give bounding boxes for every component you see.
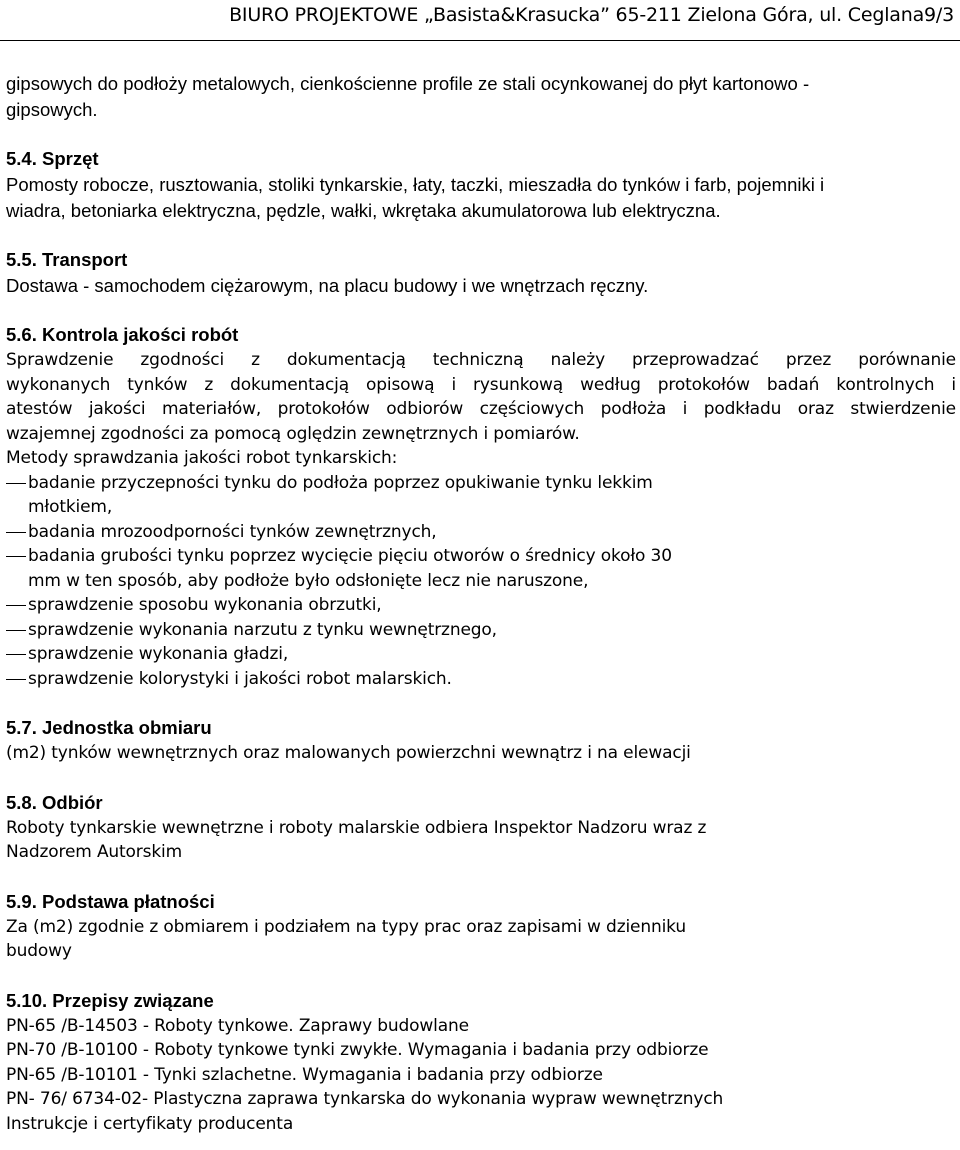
section-heading: 5.6. Kontrola jakości robót [6, 324, 239, 345]
standard-line: Instrukcje i certyfikaty producenta [6, 1113, 294, 1134]
section-line: budowy [6, 941, 72, 961]
standard-line: PN-70 /B-10100 - Roboty tynkowe tynki zwykłe. Wymagania i badania przy odbiorze [6, 1040, 709, 1060]
dash-bullet-icon [6, 679, 26, 680]
paragraph-line: Sprawdzenie zgodności z dokumentacją techniczną należy przeprowadzać przez porównanie [6, 350, 956, 370]
list-item: sprawdzenie wykonania gładzi, [6, 642, 956, 667]
document-body [6, 71, 956, 1136]
section-heading: 5.10. Przepisy związane [6, 989, 214, 1011]
section-heading: 5.7. Jednostka obmiaru [6, 717, 212, 738]
section-heading: 5.4. Sprzęt [6, 148, 99, 169]
list-item: badania mrozoodporności tynków zewnętrznych, [6, 520, 956, 545]
standard-line: PN-65 /B-14503 - Roboty tynkowe. Zaprawy budowlane [6, 1015, 469, 1036]
list-item: badania grubości tynku poprzez wycięcie pięciu otworów o średnicy około 30 mm w ten sposób, aby podłoże było odsłonięte lecz nie naruszone, [6, 544, 956, 593]
section-5-9 [6, 889, 956, 964]
dash-bullet-icon [6, 483, 26, 484]
section-line: Roboty tynkarskie wewnętrzne i roboty malarskie odbiera Inspektor Nadzoru wraz z [6, 817, 707, 838]
section-heading: 5.5. Transport [6, 249, 128, 270]
dash-bullet-icon [6, 532, 26, 533]
section-5-6 [6, 322, 956, 691]
paragraph-line: wykonanych tynków z dokumentacją opisową i rysunkową według protokołów badań kontrolnych i [6, 374, 956, 395]
dash-bullet-icon [6, 630, 26, 631]
methods-list [6, 471, 956, 692]
header-text: BIURO PROJEKTOWE „Basista&Krasucka” 65-211 Zielona Góra, ul. Ceglana9/3 [229, 4, 954, 26]
list-item: sprawdzenie sposobu wykonania obrzutki, [6, 593, 956, 618]
list-item: badanie przyczepności tynku do podłoża poprzez opukiwanie tynku lekkim młotkiem, [6, 471, 956, 520]
section-line: Dostawa - samochodem ciężarowym, na placu budowy i we wnętrzach ręczny. [6, 275, 649, 296]
section-5-5 [6, 247, 956, 299]
paragraph-line: wzajemnej zgodności za pomocą oględzin zewnętrznych i pomiarów. [6, 423, 580, 444]
section-5-4 [6, 146, 956, 224]
list-item: sprawdzenie wykonania narzutu z tynku wewnętrznego, [6, 618, 956, 643]
methods-title: Metody sprawdzania jakości robot tynkarskich: [6, 448, 398, 468]
section-heading: 5.8. Odbiór [6, 791, 103, 813]
section-5-8 [6, 790, 956, 865]
section-line: Pomosty robocze, rusztowania, stoliki tynkarskie, łaty, taczki, mieszadła do tynków i farb, pojemniki i [6, 174, 825, 195]
intro-line: gipsowych. [6, 99, 98, 120]
quality-paragraph [6, 348, 956, 446]
standard-line: PN- 76/ 6734-02- Plastyczna zaprawa tynkarska do wykonania wypraw wewnętrznych [6, 1089, 724, 1109]
section-heading: 5.9. Podstawa płatności [6, 890, 215, 912]
section-line: Za (m2) zgodnie z obmiarem i podziałem na typy prac oraz zapisami w dzienniku [6, 916, 686, 937]
dash-bullet-icon [6, 556, 26, 557]
standard-line: PN-65 /B-10101 - Tynki szlachetne. Wymagania i badania przy odbiorze [6, 1064, 603, 1085]
section-line: Nadzorem Autorskim [6, 842, 183, 862]
intro-line: gipsowych do podłoży metalowych, cienkościenne profile ze stali ocynkowanej do płyt kartonowo - [6, 73, 810, 94]
section-line: (m2) tynków wewnętrznych oraz malowanych powierzchni wewnątrz i na elewacji [6, 743, 691, 763]
list-item: sprawdzenie kolorystyki i jakości robot malarskich. [6, 667, 956, 692]
dash-bullet-icon [6, 654, 26, 655]
section-line: wiadra, betoniarka elektryczna, pędzle, wałki, wkrętaka akumulatorowa lub elektryczna. [6, 200, 721, 221]
section-5-10 [6, 988, 956, 1137]
dash-bullet-icon [6, 605, 26, 606]
page-header [0, 0, 960, 41]
section-5-7 [6, 715, 956, 766]
intro-paragraph [6, 71, 956, 123]
paragraph-line: atestów jakości materiałów, protokołów odbiorów częściowych podłoża i podkładu oraz stwierdzenie [6, 399, 956, 419]
